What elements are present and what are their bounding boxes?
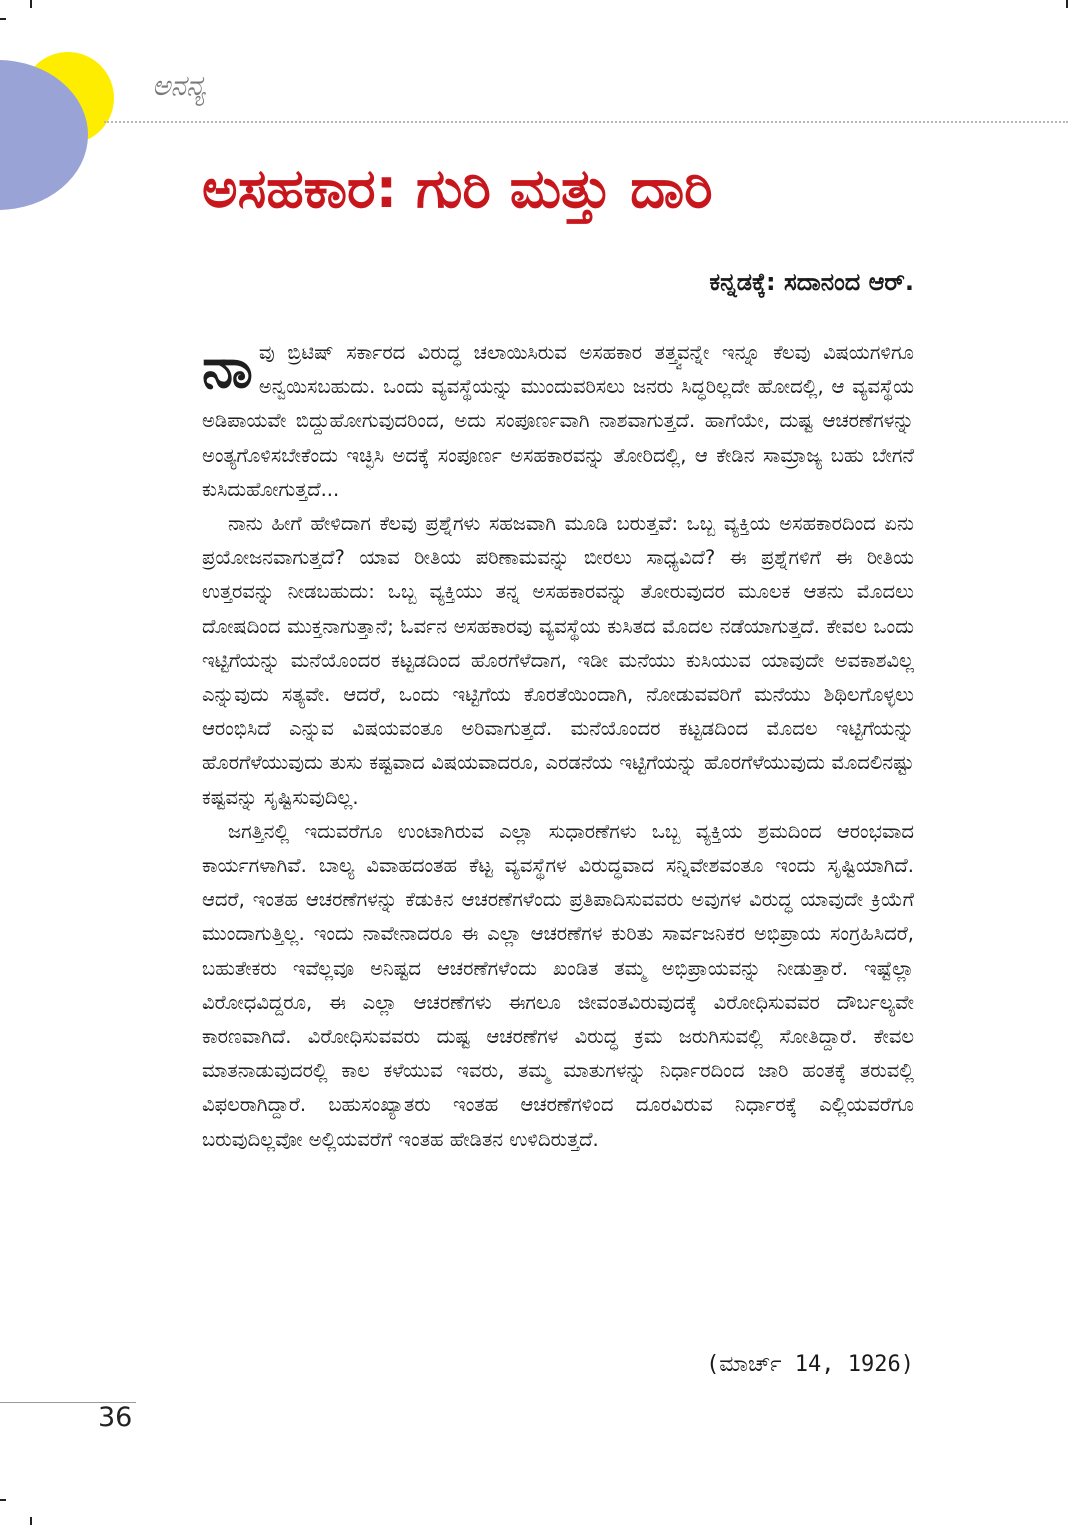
article-date: (ಮಾರ್ಚ್ 14, 1926) (706, 1352, 914, 1377)
crop-mark-bottom-center (30, 1517, 32, 1525)
crop-mark-top-left (0, 18, 6, 20)
crop-mark-top-center (30, 0, 32, 8)
page-number: 36 (98, 1402, 133, 1433)
paragraph-1-text: ವು ಬ್ರಿಟಿಷ್ ಸರ್ಕಾರದ ವಿರುದ್ಧ ಚಲಾಯಿಸಿರುವ ಅಸಹಕಾರ ತತ್ತ್ವವನ್ನೇ ಇನ್ನೂ ಕೆಲವು ವಿಷಯಗಳಿಗೂ ಅನ್ವಯಿಸಬಹುದು. ಒಂದು ವ್ಯವಸ್ಥೆಯನ್ನು ಮುಂದುವರಿಸಲು ಜನರು ಸಿದ್ಧರಿಲ್ಲದೇ ಹೋದಲ್ಲಿ, ಆ ವ್ಯವಸ್ಥೆಯ ಅಡಿಪಾಯವೇ ಬಿದ್ದುಹೋಗುವುದರಿಂದ, ಅದು ಸಂಪೂರ್ಣವಾಗಿ ನಾಶವಾಗುತ್ತದೆ. ಹಾಗೆಯೇ, ದುಷ್ಟ ಆಚರಣೆಗಳನ್ನು ಅಂತ್ಯಗೊಳಿಸಬೇಕೆಂದು ಇಚ್ಛಿಸಿ ಅದಕ್ಕೆ ಸಂಪೂರ್ಣ ಅಸಹಕಾರವನ್ನು ತೋರಿದಲ್ಲಿ, ಆ ಕೇಡಿನ ಸಾಮ್ರಾಜ್ಯ ಬಹು ಬೇಗನೆ ಕುಸಿದುಹೋಗುತ್ತದೆ... (202, 341, 914, 501)
paragraph-2: ನಾನು ಹೀಗೆ ಹೇಳಿದಾಗ ಕೆಲವು ಪ್ರಶ್ನೆಗಳು ಸಹಜವಾಗಿ ಮೂಡಿ ಬರುತ್ತವೆ: ಒಬ್ಬ ವ್ಯಕ್ತಿಯ ಅಸಹಕಾರದಿಂದ ಏನು ಪ್ರಯೋಜನವಾಗುತ್ತದೆ? ಯಾವ ರೀತಿಯ ಪರಿಣಾಮವನ್ನು ಬೀರಲು ಸಾಧ್ಯವಿದೆ? ಈ ಪ್ರಶ್ನೆಗಳಿಗೆ ಈ ರೀತಿಯ ಉತ್ತರವನ್ನು ನೀಡಬಹುದು: ಒಬ್ಬ ವ್ಯಕ್ತಿಯು ತನ್ನ ಅಸಹಕಾರವನ್ನು ತೋರುವುದರ ಮೂಲಕ ಆತನು ಮೊದಲು ದೋಷದಿಂದ ಮುಕ್ತನಾಗುತ್ತಾನೆ; ಓರ್ವನ ಅಸಹಕಾರವು ವ್ಯವಸ್ಥೆಯ ಕುಸಿತದ ಮೊದಲ ನಡೆಯಾಗುತ್ತದೆ. ಕೇವಲ ಒಂದು ಇಟ್ಟಿಗೆಯನ್ನು ಮನೆಯೊಂದರ ಕಟ್ಟಡದಿಂದ ಹೊರಗೆಳೆದಾಗ, ಇಡೀ ಮನೆಯು ಕುಸಿಯುವ ಯಾವುದೇ ಅವಕಾಶವಿಲ್ಲ ಎನ್ನುವುದು ಸತ್ಯವೇ. ಆದರೆ, ಒಂದು ಇಟ್ಟಿಗೆಯ ಕೊರತೆಯಿಂದಾಗಿ, ನೋಡುವವರಿಗೆ ಮನೆಯು ಶಿಥಿಲಗೊಳ್ಳಲು ಆರಂಭಿಸಿದೆ ಎನ್ನುವ ವಿಷಯವಂತೂ ಅರಿವಾಗುತ್ತದೆ. ಮನೆಯೊಂದರ ಕಟ್ಟಡದಿಂದ ಮೊದಲ ಇಟ್ಟಿಗೆಯನ್ನು ಹೊರಗೆಳೆಯುವುದು ತುಸು ಕಷ್ಟವಾದ ವಿಷಯವಾದರೂ, ಎರಡನೆಯ ಇಟ್ಟಿಗೆಯನ್ನು ಹೊರಗೆಳೆಯುವುದು ಮೊದಲಿನಷ್ಟು ಕಷ್ಟವನ್ನು ಸೃಷ್ಟಿಸುವುದಿಲ್ಲ. (202, 512, 914, 809)
article-byline: ಕನ್ನಡಕ್ಕೆ: ಸದಾನಂದ ಆರ್. (709, 268, 914, 296)
header-divider (104, 121, 1068, 123)
paragraph-1 (202, 336, 914, 507)
crop-mark-top-right (1066, 0, 1068, 8)
paragraph-3: ಜಗತ್ತಿನಲ್ಲಿ ಇದುವರೆಗೂ ಉಂಟಾಗಿರುವ ಎಲ್ಲಾ ಸುಧಾರಣೆಗಳು ಒಬ್ಬ ವ್ಯಕ್ತಿಯ ಶ್ರಮದಿಂದ ಆರಂಭವಾದ ಕಾರ್ಯಗಳಾಗಿವೆ. ಬಾಲ್ಯ ವಿವಾಹದಂತಹ ಕೆಟ್ಟ ವ್ಯವಸ್ಥೆಗಳ ವಿರುದ್ಧವಾದ ಸನ್ನಿವೇಶವಂತೂ ಇಂದು ಸೃಷ್ಟಿಯಾಗಿದೆ. ಆದರೆ, ಇಂತಹ ಆಚರಣೆಗಳನ್ನು ಕೆಡುಕಿನ ಆಚರಣೆಗಳೆಂದು ಪ್ರತಿಪಾದಿಸುವವರು ಅವುಗಳ ವಿರುದ್ಧ ಯಾವುದೇ ಕ್ರಿಯೆಗೆ ಮುಂದಾಗುತ್ತಿಲ್ಲ. ಇಂದು ನಾವೇನಾದರೂ ಈ ಎಲ್ಲಾ ಆಚರಣೆಗಳ ಕುರಿತು ಸಾರ್ವಜನಿಕರ ಅಭಿಪ್ರಾಯ ಸಂಗ್ರಹಿಸಿದರೆ, ಬಹುತೇಕರು ಇವೆಲ್ಲವೂ ಅನಿಷ್ಟದ ಆಚರಣೆಗಳೆಂದು ಖಂಡಿತ ತಮ್ಮ ಅಭಿಪ್ರಾಯವನ್ನು ನೀಡುತ್ತಾರೆ. ಇಷ್ಟೆಲ್ಲಾ ವಿರೋಧವಿದ್ದರೂ, ಈ ಎಲ್ಲಾ ಆಚರಣೆಗಳು ಈಗಲೂ ಜೀವಂತವಿರುವುದಕ್ಕೆ ವಿರೋಧಿಸುವವರ ದೌರ್ಬಲ್ಯವೇ ಕಾರಣವಾಗಿದೆ. ವಿರೋಧಿಸುವವರು ದುಷ್ಟ ಆಚರಣೆಗಳ ವಿರುದ್ಧ ಕ್ರಮ ಜರುಗಿಸುವಲ್ಲಿ ಸೋತಿದ್ದಾರೆ. ಕೇವಲ ಮಾತನಾಡುವುದರಲ್ಲಿ ಕಾಲ ಕಳೆಯುವ ಇವರು, ತಮ್ಮ ಮಾತುಗಳನ್ನು ನಿರ್ಧಾರದಿಂದ ಜಾರಿ ಹಂತಕ್ಕೆ ತರುವಲ್ಲಿ ವಿಫಲರಾಗಿದ್ದಾರೆ. ಬಹುಸಂಖ್ಯಾತರು ಇಂತಹ ಆಚರಣೆಗಳಿಂದ ದೂರವಿರುವ ನಿರ್ಧಾರಕ್ಕೆ ಎಲ್ಲಿಯವರೆಗೂ ಬರುವುದಿಲ್ಲವೋ ಅಲ್ಲಿಯವರೆಗೆ ಇಂತಹ ಹೇಡಿತನ ಉಳಿದಿರುತ್ತದೆ. (202, 819, 914, 1151)
crop-mark-bottom-left (0, 1499, 6, 1501)
section-label: ಅನನ್ಯ (152, 69, 206, 102)
drop-cap: ನಾ (202, 336, 253, 401)
article-body (202, 336, 914, 1157)
article-title: ಅಸಹಕಾರ: ಗುರಿ ಮತ್ತು ದಾರಿ (202, 157, 713, 220)
